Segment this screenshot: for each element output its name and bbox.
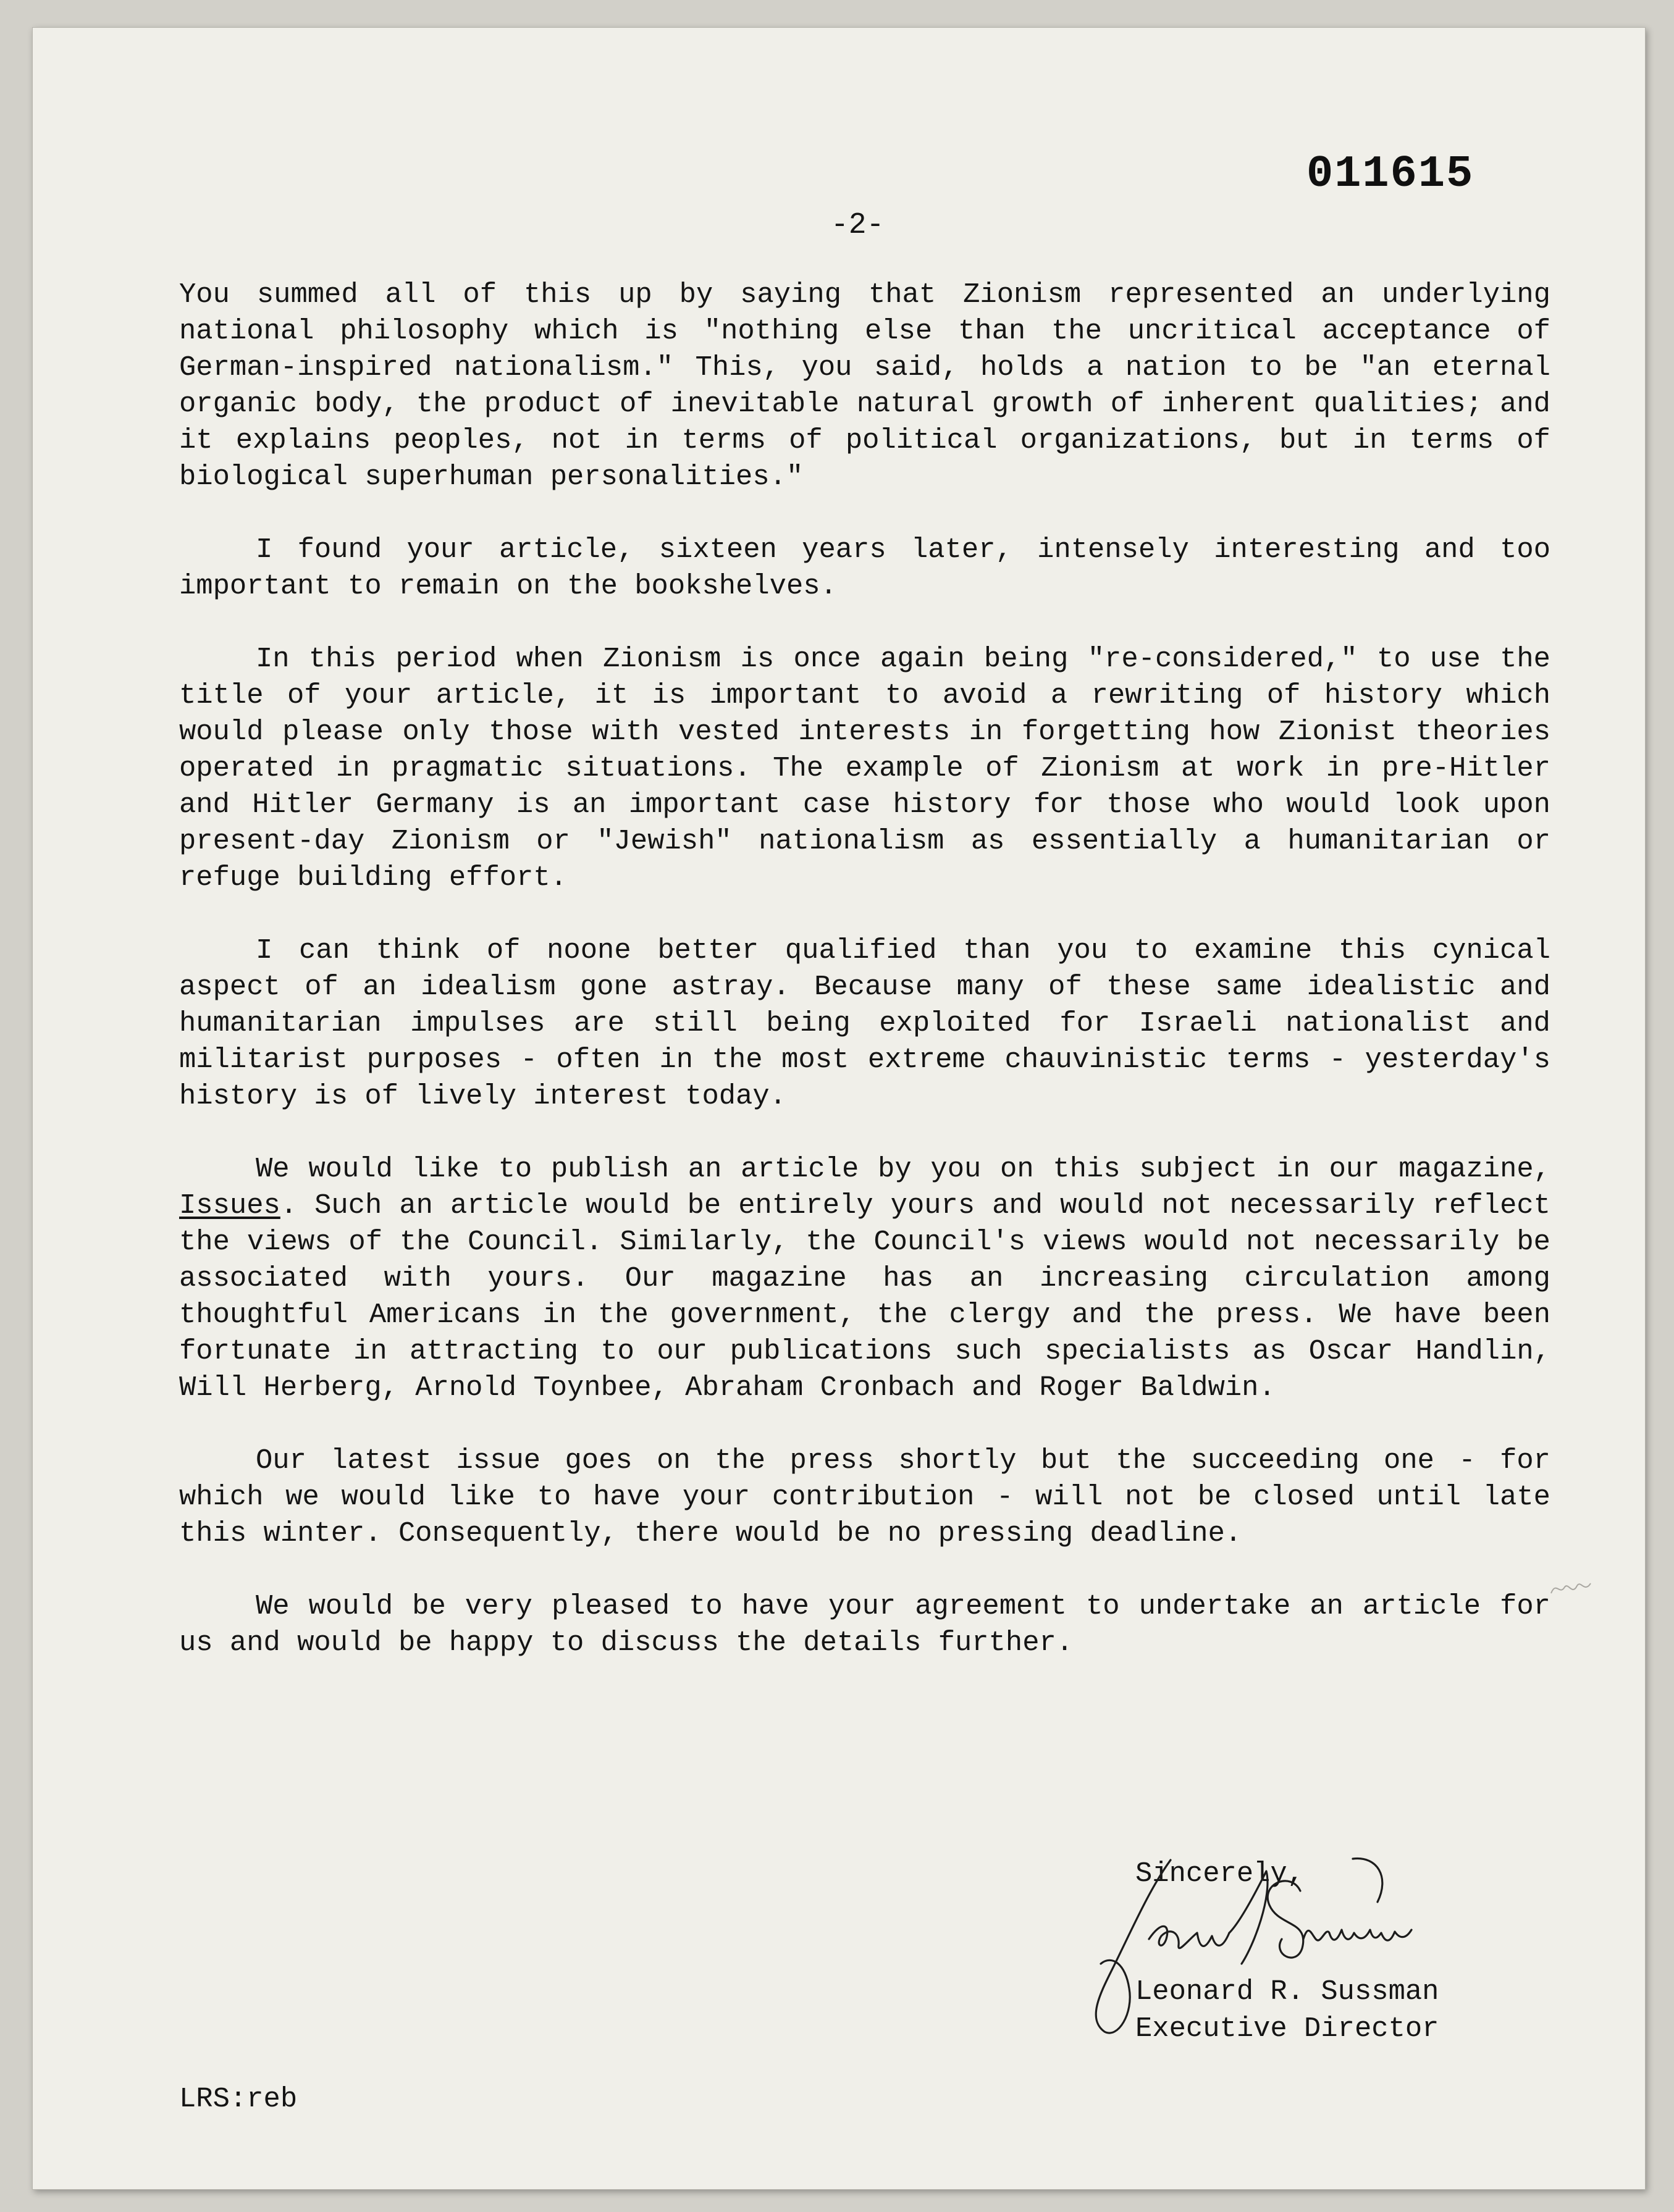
paragraph-1: You summed all of this up by saying that Zionism represented an underlying national philosophy which is "nothing else than the uncritical acceptance of German-inspired nationalism." This, you said, holds a nation to be "an eternal organic body, the product of inevitable natural growth of inherent qualities; and it explains peoples, not in terms of political organizations, but in terms of biological superhuman personalities." xyxy=(179,279,1550,493)
closing-salutation: Sincerely, xyxy=(1135,1858,1305,1890)
paragraph-3: In this period when Zionism is once again being "re-considered," to use the title of your article, it is important to avoid a rewriting of history which would please only those with vested interests in forgetting how Zionist theories operated in pragmatic situations. The example of Zionism at work in pre-Hitler and Hitler Germany is an important case history for those who would look upon present-day Zionism or "Jewish" nationalism as essentially a humanitarian or refuge building effort. xyxy=(179,643,1550,894)
paragraph-5-lead: We would like to publish an article by you on this subject in our magazine, xyxy=(256,1153,1550,1185)
paragraph-6: Our latest issue goes on the press shortly but the succeeding one - for which we would like to have your contribution - will not be closed until late this winter. Consequently, there would be no pressing deadline. xyxy=(179,1444,1550,1549)
paragraph-4: I can think of noone better qualified than you to examine this cynical aspect of an idealism gone astray. Because many of these same idealistic and humanitarian impulses are still being exploited for Israeli nationalist and militarist purposes - often in the most extreme chauvinistic terms - yesterday's history is of lively interest today. xyxy=(179,934,1550,1112)
signer-title: Executive Director xyxy=(1135,2013,1439,2045)
paragraph-7: We would be very pleased to have your agreement to undertake an article for us and would be happy to discuss the details further. xyxy=(179,1590,1550,1659)
publication-title: Issues xyxy=(179,1189,280,1221)
document-number-stamp: 011615 xyxy=(1306,149,1474,199)
signer-name: Leonard R. Sussman xyxy=(1135,1975,1439,2008)
paragraph-5-rest: . Such an article would be entirely yours and would not necessarily reflect the views of the Council. Similarly, the Council's views would not necessarily be associated with yours. Our magazine has an increasing circulation among thoughtful Americans in the government, the clergy and the press. We have been fortunate in attracting to our publications such specialists as Oscar Handlin, Will Herberg, Arnold Toynbee, Abraham Cronbach and Roger Baldwin. xyxy=(179,1189,1550,1404)
letter-body xyxy=(179,277,1550,1698)
reference-initials: LRS:reb xyxy=(179,2083,298,2115)
page-number: -2- xyxy=(831,209,885,242)
paragraph-2: I found your article, sixteen years later, intensely interesting and too important to remain on the bookshelves. xyxy=(179,534,1550,602)
margin-pencil-mark xyxy=(1547,1569,1597,1606)
paragraph-5 xyxy=(179,1151,1550,1406)
